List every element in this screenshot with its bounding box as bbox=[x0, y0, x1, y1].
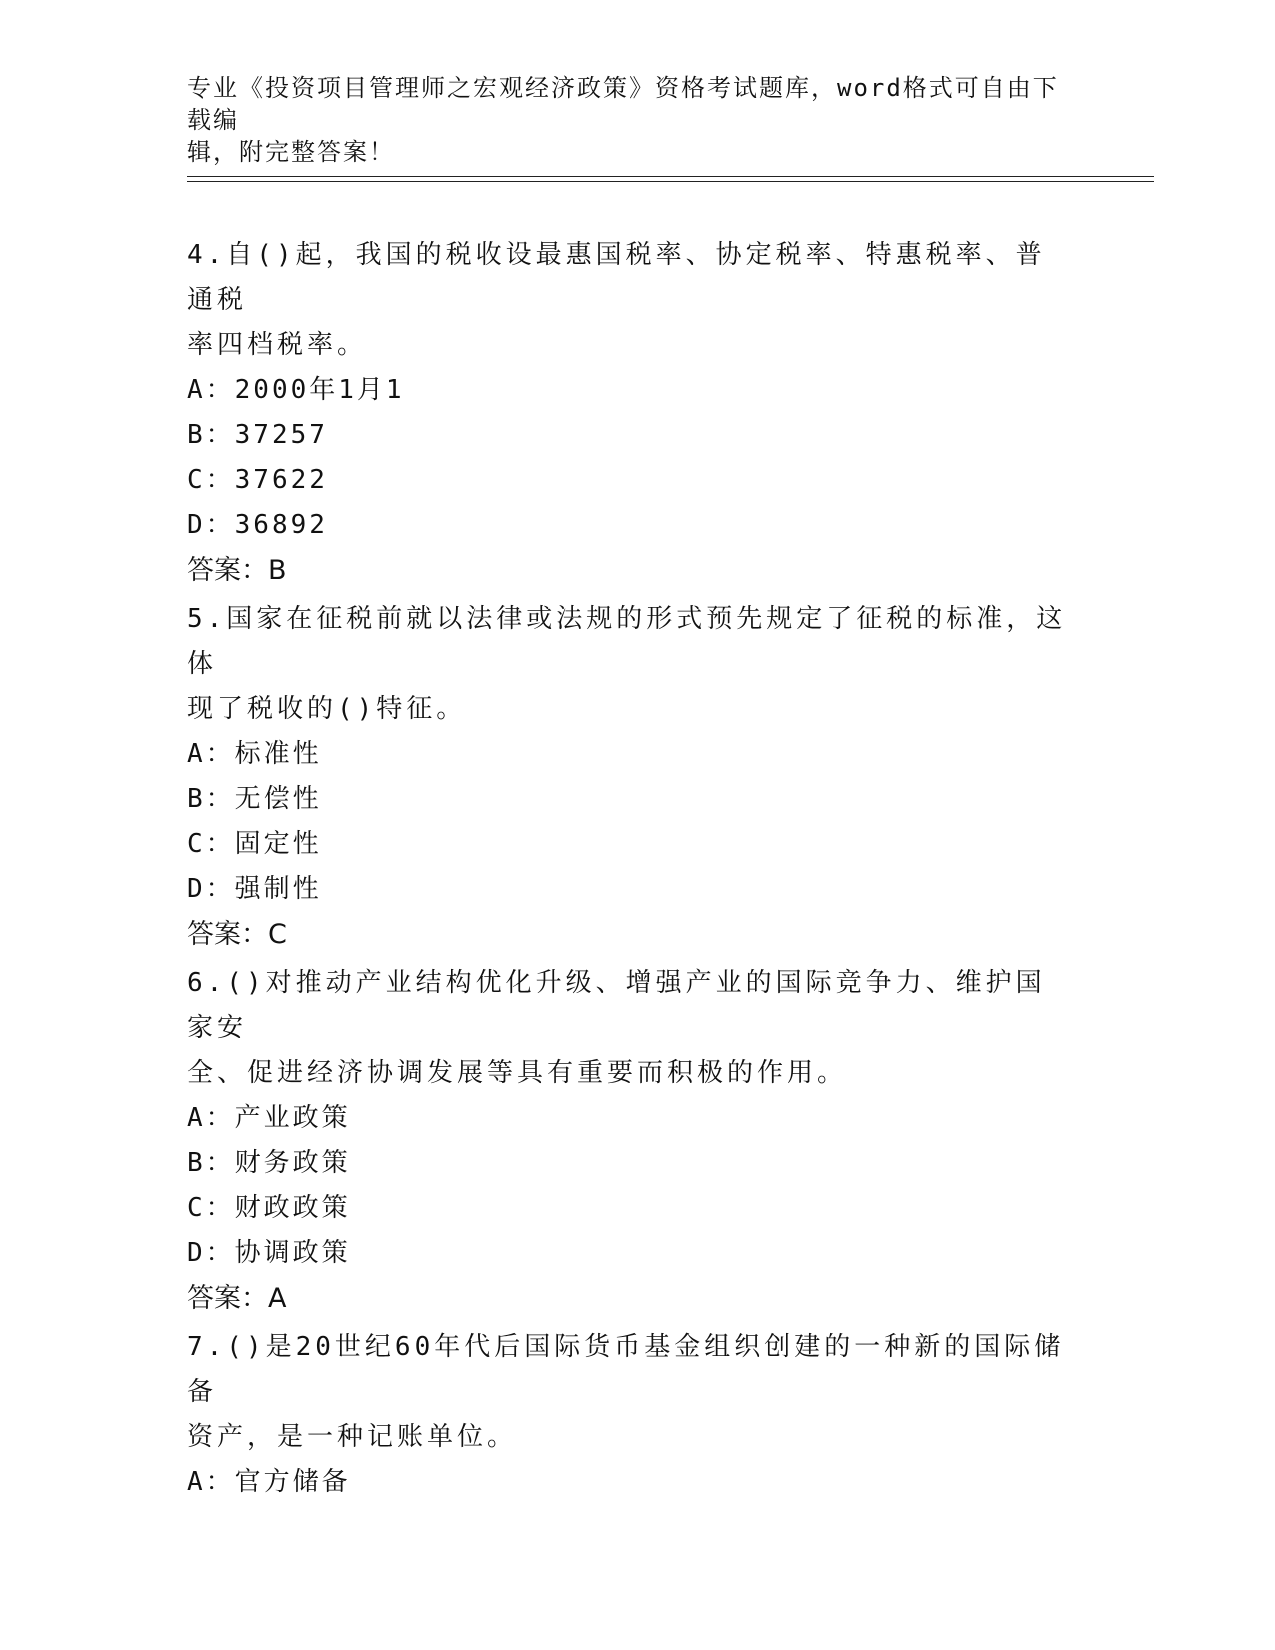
question-stem: 全、促进经济协调发展等具有重要而积极的作用。 bbox=[187, 1058, 848, 1088]
question-6 bbox=[187, 961, 1067, 1321]
question-stem: 现了税收的()特征。 bbox=[187, 694, 467, 724]
answer: 答案：A bbox=[187, 1283, 287, 1314]
document-header bbox=[187, 72, 1067, 168]
option-a: A：2000年1月1 bbox=[187, 375, 405, 405]
question-7 bbox=[187, 1325, 1067, 1505]
header-divider bbox=[187, 181, 1154, 182]
option-c: C：固定性 bbox=[187, 829, 322, 859]
question-stem: 率四档税率。 bbox=[187, 330, 368, 360]
option-c: C：财政政策 bbox=[187, 1193, 351, 1223]
answer: 答案：B bbox=[187, 555, 287, 586]
option-a: A：标准性 bbox=[187, 739, 322, 769]
header-divider bbox=[187, 176, 1154, 177]
option-a: A：产业政策 bbox=[187, 1103, 351, 1133]
header-line: 辑，附完整答案！ bbox=[187, 138, 395, 166]
question-stem: 资产，是一种记账单位。 bbox=[187, 1422, 518, 1452]
option-d: D：强制性 bbox=[187, 874, 322, 904]
option-d: D：协调政策 bbox=[187, 1238, 351, 1268]
option-a: A：官方储备 bbox=[187, 1467, 351, 1497]
option-b: B：财务政策 bbox=[187, 1148, 351, 1178]
question-4 bbox=[187, 233, 1067, 593]
header-line: 专业《投资项目管理师之宏观经济政策》资格考试题库，word格式可自由下载编 bbox=[187, 74, 1059, 134]
option-b: B：无偿性 bbox=[187, 784, 322, 814]
question-stem: 6.()对推动产业结构优化升级、增强产业的国际竞争力、维护国家安 bbox=[187, 968, 1046, 1043]
question-5 bbox=[187, 597, 1067, 957]
question-stem: 5.国家在征税前就以法律或法规的形式预先规定了征税的标准，这体 bbox=[187, 604, 1067, 679]
question-stem: 7.()是20世纪60年代后国际货币基金组织创建的一种新的国际储备 bbox=[187, 1332, 1065, 1407]
option-b: B：37257 bbox=[187, 420, 328, 450]
answer: 答案：C bbox=[187, 919, 287, 950]
option-c: C：37622 bbox=[187, 465, 328, 495]
option-d: D：36892 bbox=[187, 510, 328, 540]
question-stem: 4.自()起，我国的税收设最惠国税率、协定税率、特惠税率、普通税 bbox=[187, 240, 1046, 315]
